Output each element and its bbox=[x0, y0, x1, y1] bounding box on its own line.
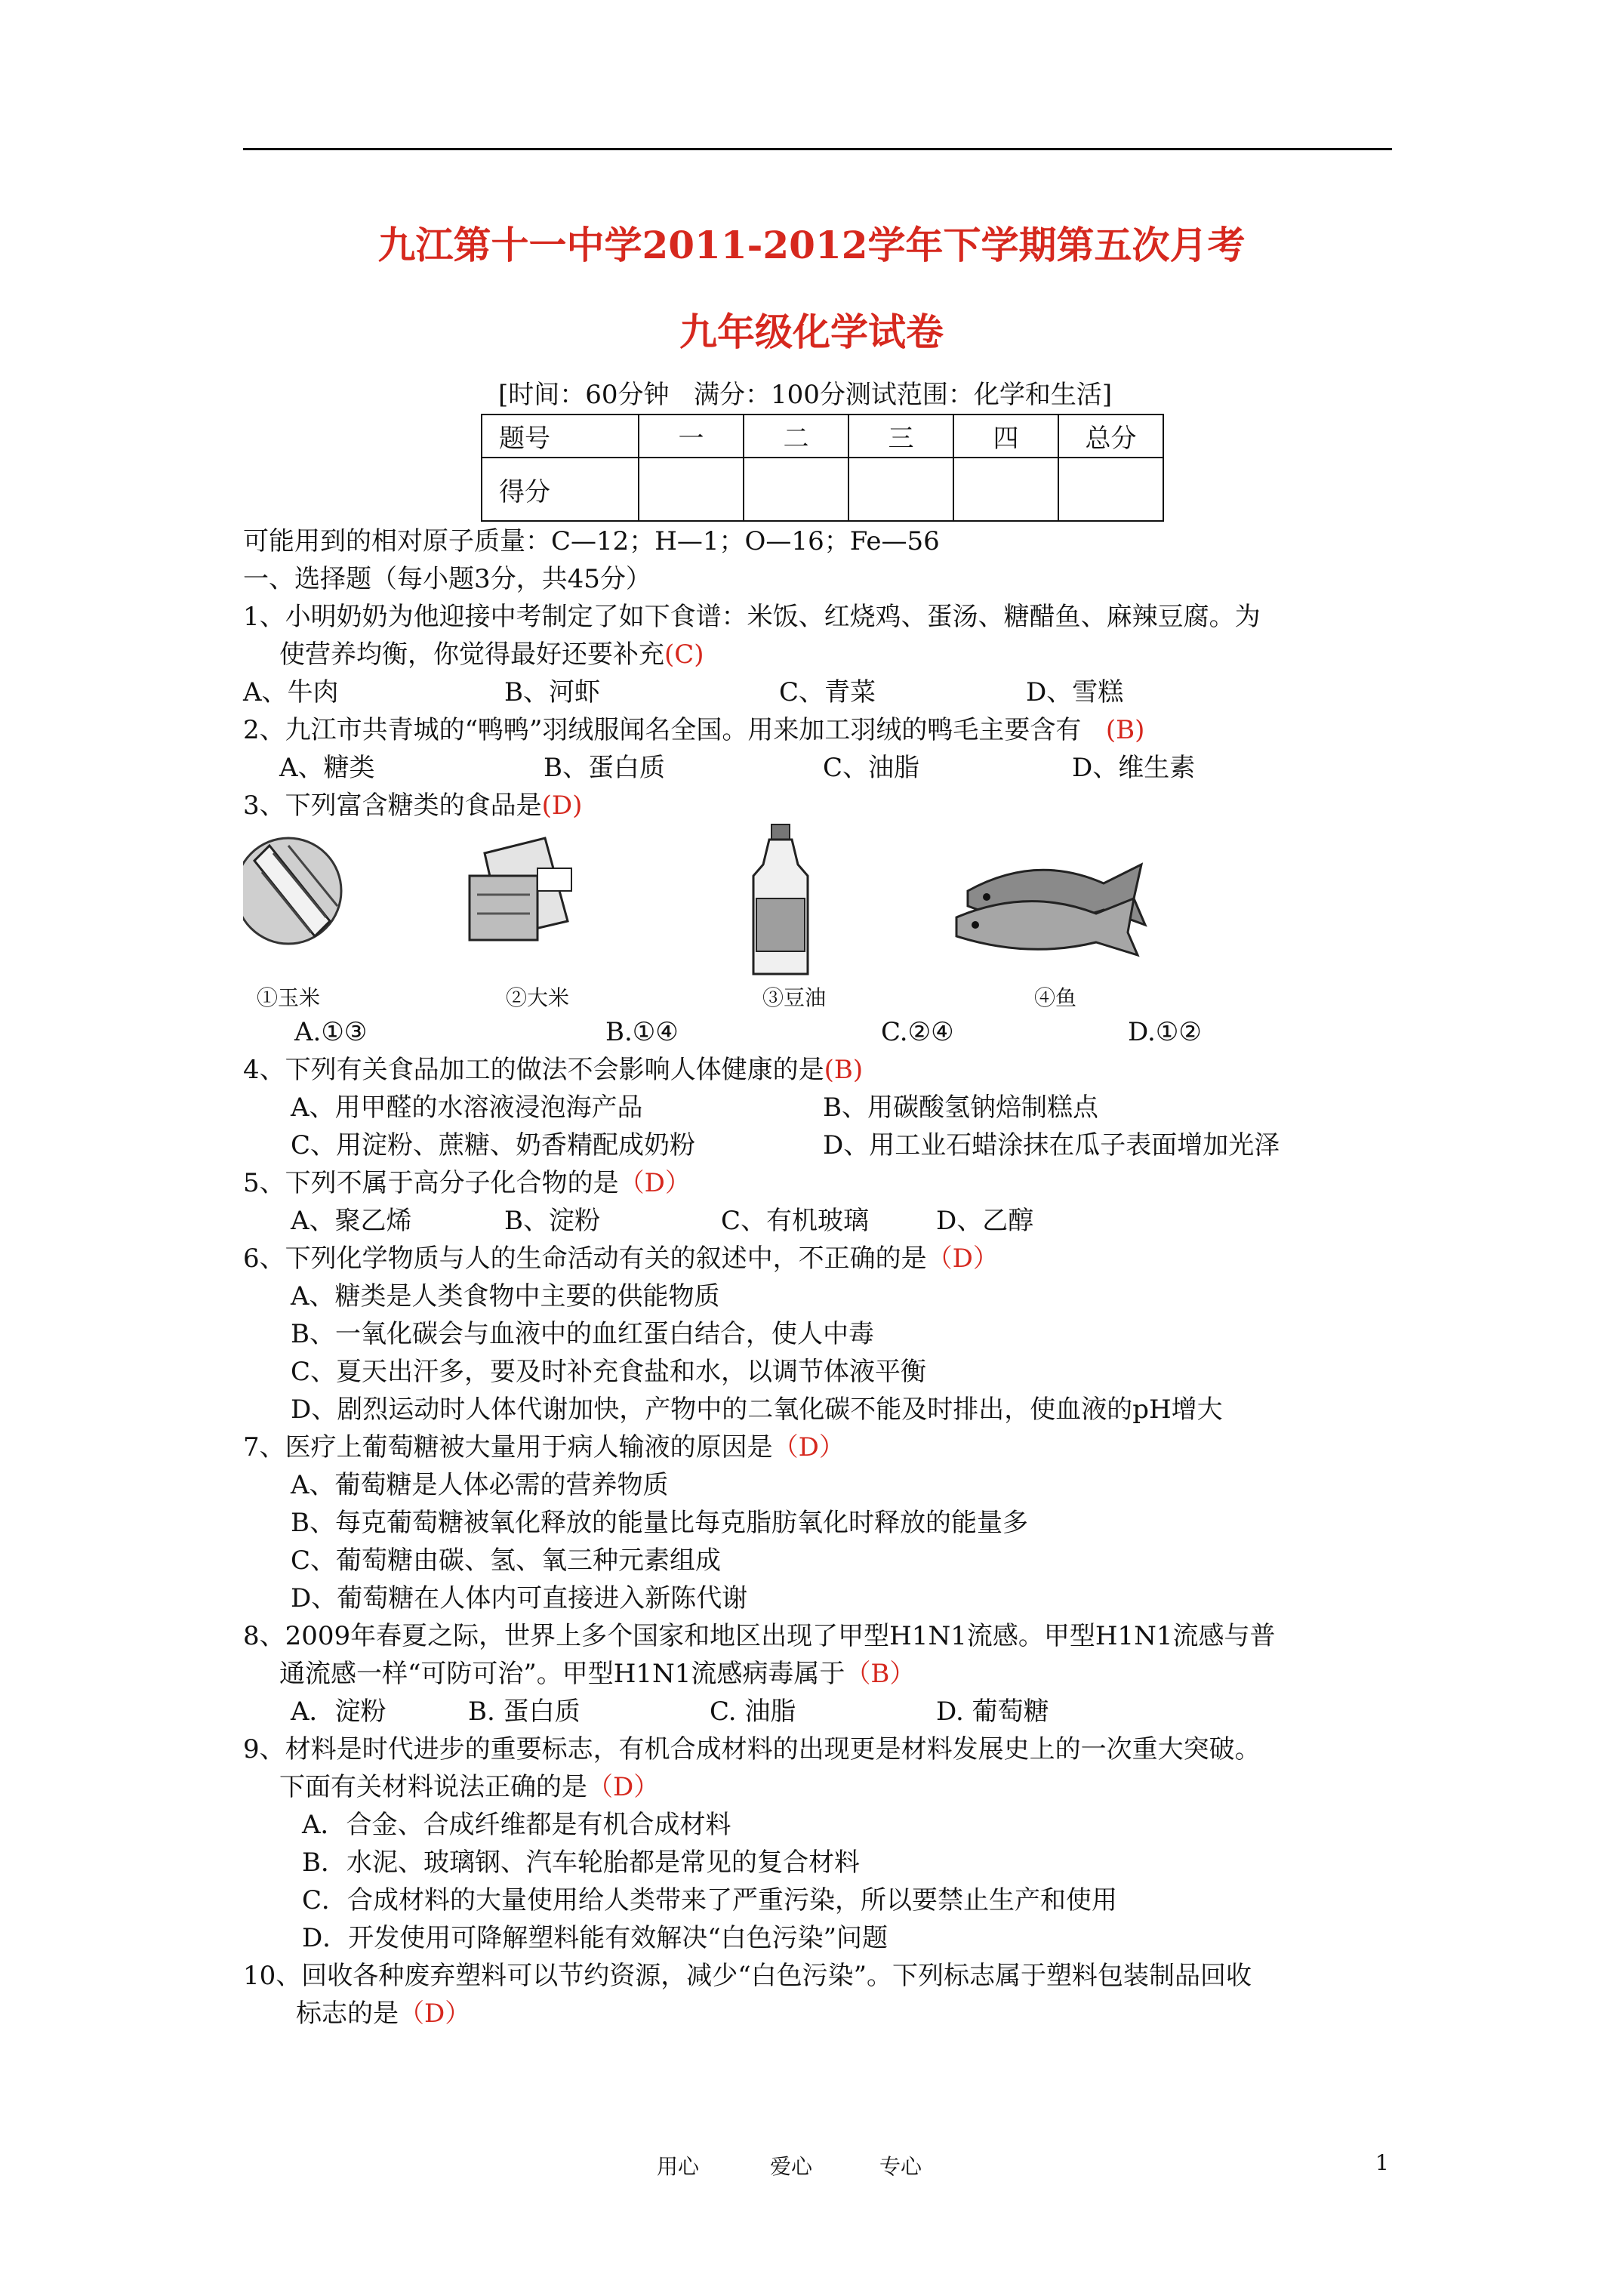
q2-option-c: C、油脂 bbox=[823, 753, 920, 783]
page-number: 1 bbox=[1375, 2150, 1389, 2175]
q9-stem-line1: 9、材料是时代进步的重要标志，有机合成材料的出现更是材料发展史上的一次重大突破。 bbox=[243, 1734, 1261, 1764]
q1-stem-line2: 使营养均衡，你觉得最好还要补充(C) bbox=[279, 639, 704, 670]
q6-stem: 6、下列化学物质与人的生命活动有关的叙述中，不正确的是（D） bbox=[243, 1244, 999, 1274]
q7-option-d: D、葡萄糖在人体内可直接进入新陈代谢 bbox=[291, 1583, 748, 1613]
score-header-cell: 一 bbox=[639, 415, 744, 458]
score-header-cell: 题号 bbox=[482, 415, 639, 458]
q3-option-a: A.①③ bbox=[294, 1017, 368, 1047]
soybean-oil-image bbox=[753, 824, 808, 974]
q9-option-c: C．合成材料的大量使用给人类带来了严重污染，所以要禁止生产和使用 bbox=[302, 1885, 1118, 1915]
score-cell bbox=[744, 458, 848, 521]
q9-option-d: D．开发使用可降解塑料能有效解决“白色污染”问题 bbox=[302, 1923, 888, 1953]
exam-meta: [时间：60分钟 满分：100分测试范围：化学和生活] bbox=[498, 380, 1113, 410]
q4-stem: 4、下列有关食品加工的做法不会影响人体健康的是(B) bbox=[243, 1055, 864, 1085]
q3-caption-corn: ①玉米 bbox=[257, 985, 321, 1010]
q2-answer: (B) bbox=[1105, 715, 1145, 745]
section-heading: 一、选择题（每小题3分，共45分） bbox=[243, 564, 651, 594]
q8-option-a: A．淀粉 bbox=[291, 1697, 387, 1727]
q3-option-c: C.②④ bbox=[881, 1017, 954, 1047]
q7-option-a: A、葡萄糖是人体必需的营养物质 bbox=[291, 1470, 669, 1500]
score-label-cell: 得分 bbox=[482, 458, 639, 521]
q10-stem-line1: 10、回收各种废弃塑料可以节约资源，减少“白色污染”。下列标志属于塑料包装制品回收 bbox=[243, 1961, 1252, 1991]
score-cell bbox=[1058, 458, 1163, 521]
score-header-cell: 总分 bbox=[1058, 415, 1163, 458]
q2-option-d: D、维生素 bbox=[1072, 753, 1196, 783]
score-cell bbox=[953, 458, 1058, 521]
q5-stem: 5、下列不属于高分子化合物的是（D） bbox=[243, 1168, 691, 1198]
q6-option-b: B、一氧化碳会与血液中的血红蛋白结合，使人中毒 bbox=[291, 1319, 874, 1349]
q2-stem: 2、九江市共青城的“鸭鸭”羽绒服闻名全国。用来加工羽绒的鸭毛主要含有 (B) bbox=[243, 715, 1145, 745]
score-header-cell: 二 bbox=[744, 415, 848, 458]
q3-caption-fish: ④鱼 bbox=[1034, 985, 1077, 1010]
corn-image bbox=[243, 838, 341, 944]
fish-image bbox=[956, 864, 1145, 955]
q7-option-b: B、每克葡萄糖被氧化释放的能量比每克脂肪氧化时释放的能量多 bbox=[291, 1508, 1028, 1538]
footer-item: 专心 bbox=[879, 2154, 922, 2179]
q10-answer: （D） bbox=[399, 1999, 471, 2029]
q6-option-a: A、糖类是人类食物中主要的供能物质 bbox=[291, 1281, 720, 1311]
q3-food-images bbox=[243, 823, 1172, 1012]
exam-subtitle: 九年级化学试卷 bbox=[679, 310, 944, 354]
q1-option-c: C、青菜 bbox=[779, 677, 876, 707]
q5-option-d: D、乙醇 bbox=[936, 1206, 1034, 1236]
q9-answer: （D） bbox=[587, 1772, 660, 1802]
q5-answer: （D） bbox=[618, 1168, 691, 1198]
q9-option-a: A．合金、合成纤维都是有机合成材料 bbox=[302, 1810, 731, 1840]
q9-stem-line2: 下面有关材料说法正确的是（D） bbox=[279, 1772, 660, 1802]
q8-stem-line2: 通流感一样“可防可治”。甲型H1N1流感病毒属于（B） bbox=[279, 1659, 916, 1689]
q9-option-b: B．水泥、玻璃钢、汽车轮胎都是常见的复合材料 bbox=[302, 1848, 860, 1878]
q4-option-d: D、用工业石蜡涂抹在瓜子表面增加光泽 bbox=[823, 1130, 1280, 1160]
q1-answer: (C) bbox=[664, 639, 704, 670]
q3-answer: (D) bbox=[541, 791, 583, 821]
exam-title: 九江第十一中学2011-2012学年下学期第五次月考 bbox=[377, 223, 1246, 267]
top-rule bbox=[243, 148, 1392, 150]
q8-option-b: B. 蛋白质 bbox=[468, 1697, 581, 1727]
q8-answer: （B） bbox=[845, 1659, 916, 1689]
q4-option-a: A、用甲醛的水溶液浸泡海产品 bbox=[291, 1093, 643, 1123]
q5-option-a: A、聚乙烯 bbox=[291, 1206, 412, 1236]
q8-option-d: D. 葡萄糖 bbox=[936, 1697, 1049, 1727]
q5-option-b: B、淀粉 bbox=[504, 1206, 600, 1236]
score-header-cell: 三 bbox=[848, 415, 953, 458]
atomic-masses: 可能用到的相对原子质量：C—12；H—1；O—16；Fe—56 bbox=[243, 526, 940, 556]
q6-option-d: D、剧烈运动时人体代谢加快，产物中的二氧化碳不能及时排出，使血液的pH增大 bbox=[291, 1395, 1223, 1425]
score-cell bbox=[848, 458, 953, 521]
q10-stem-line2: 标志的是（D） bbox=[296, 1999, 471, 2029]
q3-option-d: D.①② bbox=[1128, 1017, 1202, 1047]
q1-option-b: B、河虾 bbox=[504, 677, 600, 707]
q1-stem-line1: 1、小明奶奶为他迎接中考制定了如下食谱：米饭、红烧鸡、蛋汤、糖醋鱼、麻辣豆腐。为 bbox=[243, 602, 1261, 632]
q7-option-c: C、葡萄糖由碳、氢、氧三种元素组成 bbox=[291, 1546, 722, 1576]
q4-answer: (B) bbox=[824, 1055, 864, 1085]
q4-option-b: B、用碳酸氢钠焙制糕点 bbox=[823, 1093, 1098, 1123]
score-cell bbox=[639, 458, 744, 521]
score-header-cell: 四 bbox=[953, 415, 1058, 458]
q2-option-a: A、糖类 bbox=[279, 753, 375, 783]
q1-option-d: D、雪糕 bbox=[1026, 677, 1124, 707]
score-table bbox=[481, 414, 1164, 522]
q3-caption-oil: ③豆油 bbox=[762, 985, 827, 1010]
q4-option-c: C、用淀粉、蔗糖、奶香精配成奶粉 bbox=[291, 1130, 696, 1160]
q6-answer: （D） bbox=[926, 1244, 999, 1274]
q1-option-a: A、牛肉 bbox=[243, 677, 339, 707]
q8-option-c: C. 油脂 bbox=[710, 1697, 796, 1727]
footer-item: 爱心 bbox=[770, 2154, 813, 2179]
q3-caption-rice: ②大米 bbox=[506, 985, 570, 1010]
q7-stem: 7、医疗上葡萄糖被大量用于病人输液的原因是（D） bbox=[243, 1432, 845, 1462]
q3-option-b: B.①④ bbox=[605, 1017, 679, 1047]
q8-stem-line1: 8、2009年春夏之际，世界上多个国家和地区出现了甲型H1N1流感。甲型H1N1流感与普 bbox=[243, 1621, 1276, 1651]
footer-item: 用心 bbox=[657, 2154, 700, 2179]
q2-option-b: B、蛋白质 bbox=[544, 753, 665, 783]
q3-stem: 3、下列富含糖类的食品是(D) bbox=[243, 791, 583, 821]
rice-image bbox=[470, 838, 571, 940]
q5-option-c: C、有机玻璃 bbox=[721, 1206, 870, 1236]
q6-option-c: C、夏天出汗多，要及时补充食盐和水，以调节体液平衡 bbox=[291, 1357, 927, 1387]
q7-answer: （D） bbox=[772, 1432, 845, 1462]
